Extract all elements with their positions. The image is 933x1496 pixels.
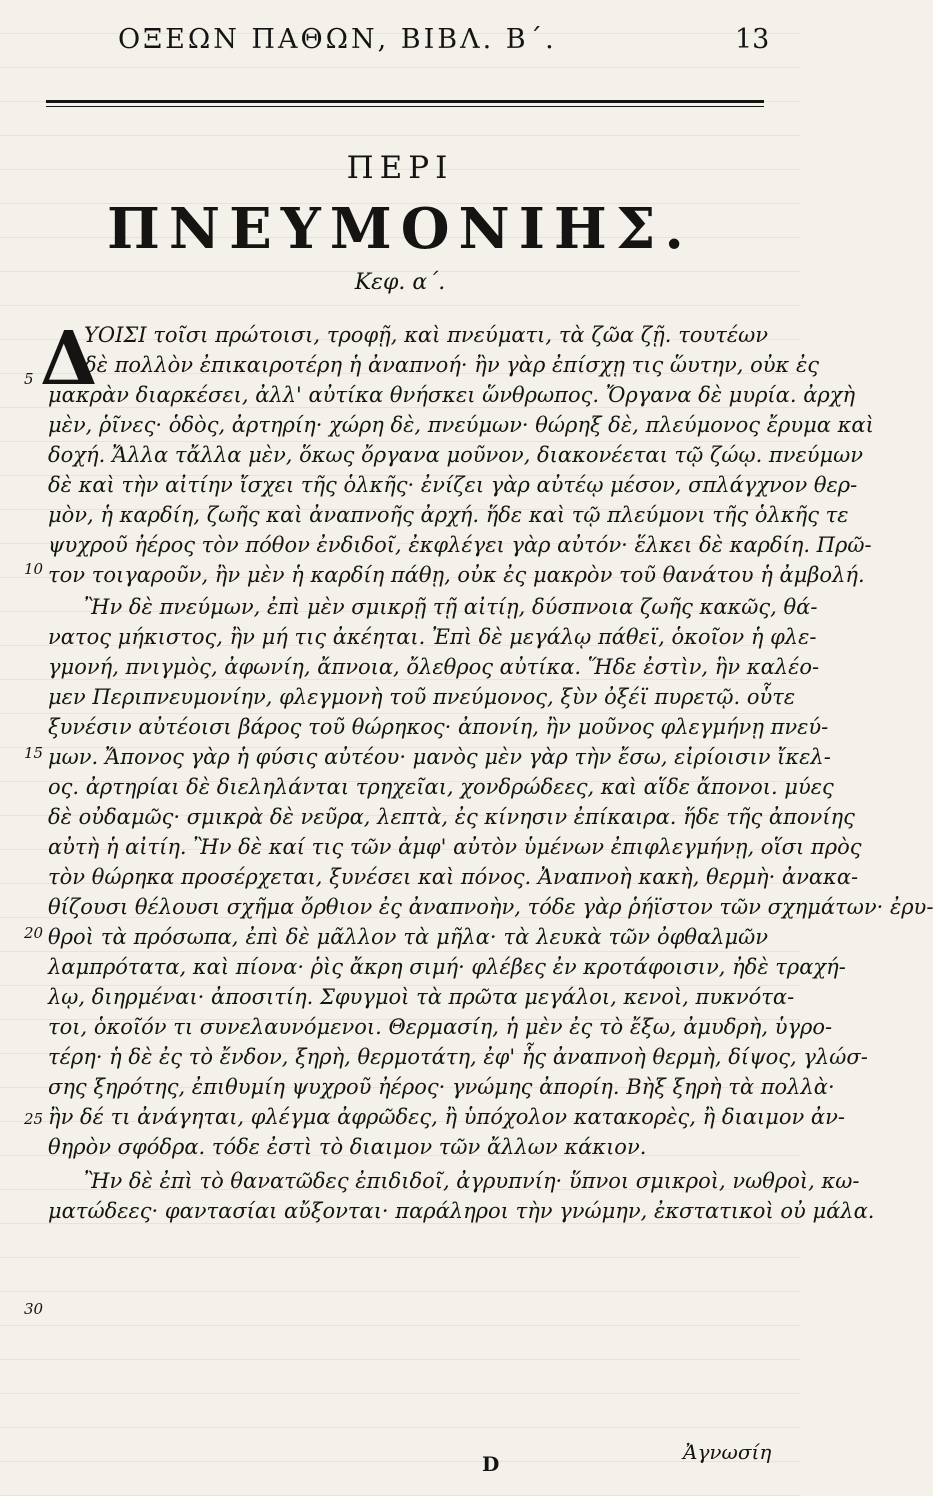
text-line: δὲ καὶ τὴν αἰτίην ἴσχει τῆς ὁλκῆς· ἐνίζει γὰρ αὐτέῳ μέσον, σπλάγχνον θερ-: [48, 473, 858, 497]
text-line: δὲ πολλὸν ἐπικαιροτέρη ἡ ἀναπνοή· ἢν γὰρ ἐπίσχῃ τις ὥυτην, οὐκ ἐς: [84, 353, 820, 377]
text-line: γμονή, πνιγμὸς, ἀφωνίη, ἄπνοια, ὄλεθρος αὐτίκα. Ἥδε ἐστὶν, ἣν καλέο-: [48, 655, 820, 679]
line-number: 25: [24, 1110, 44, 1128]
text-line: μων. Ἄπονος γὰρ ἡ φύσις αὐτέου· μανὸς μὲν γὰρ τὴν ἔσω, εἰρίοισιν ἴκελ-: [48, 745, 831, 769]
text-line: Ἢν δὲ πνεύμων, ἐπὶ μὲν σμικρῇ τῇ αἰτίῃ, δύσπνοια ζωῆς κακῶς, θά-: [84, 595, 818, 619]
text-line: ψυχροῦ ἠέρος τὸν πόθον ἐνδιδοῖ, ἐκφλέγει γὰρ αὐτόν· ἕλκει δὲ καρδίη. Πρῶ-: [48, 533, 872, 557]
text-line: ξυνέσιν αὐτέοισι βάρος τοῦ θώρηκος· ἀπονίη, ἢν μοῦνος φλεγμήνῃ πνεύ-: [48, 715, 829, 739]
drop-cap: Δ: [40, 316, 98, 402]
text-line: θηρὸν σφόδρα. τόδε ἐστὶ τὸ διαιμον τῶν ἄλλων κάκιον.: [48, 1135, 647, 1159]
text-line: θίζουσι θέλουσι σχῆμα ὄρθιον ἐς ἀναπνοὴν, τόδε γὰρ ῥήϊστον τῶν σχημάτων· ἐρυ-: [48, 895, 933, 919]
text-line: τοι, ὁκοῖόν τι συνελαυνόμενοι. Θερμασίη, ἡ μὲν ἐς τὸ ἔξω, ἀμυδρὴ, ὑγρο-: [48, 1015, 833, 1039]
text-line: ΥΟΙΣΙ τοῖσι πρώτοισι, τροφῇ, καὶ πνεύματι, τὰ ζῶα ζῇ. τουτέων: [84, 323, 768, 347]
text-line: ἢν δέ τι ἀνάγηται, φλέγμα ἀφρῶδες, ἢ ὑπόχολον κατακορὲς, ἢ διαιμον ἀν-: [48, 1105, 845, 1129]
line-number: 10: [24, 560, 44, 578]
text-line: λαμπρότατα, καὶ πίονα· ῥὶς ἄκρη σιμή· φλέβες ἐν κροτάφοισιν, ἠδὲ τραχή-: [48, 955, 846, 979]
text-line: δὲ οὐδαμῶς· σμικρὰ δὲ νεῦρα, λεπτὰ, ἐς κίνησιν ἐπίκαιρα. ἥδε τῆς ἀπονίης: [48, 805, 855, 829]
text-line: σης ξηρότης, ἐπιθυμίη ψυχροῦ ἠέρος· γνώμης ἀπορίη. Βὴξ ξηρὴ τὰ πολλὰ·: [48, 1075, 835, 1099]
section-title: ΠΝΕΥΜΟΝΙΗΣ.: [107, 196, 693, 262]
chapter-label: Κεφ. α΄.: [354, 270, 446, 295]
text-line: νατος μήκιστος, ἢν μή τις ἀκέηται. Ἐπὶ δὲ μεγάλῳ πάθεϊ, ὁκοῖον ἡ φλε-: [48, 625, 817, 649]
text-line: ματώδεες· φαντασίαι αὔξονται· παράληροι τὴν γνώμην, ἐκστατικοὶ οὐ μάλα.: [48, 1199, 875, 1223]
section-prefix: ΠΕΡΙ: [346, 150, 454, 186]
line-number: 30: [24, 1300, 44, 1318]
text-line: τέρη· ἡ δὲ ἐς τὸ ἔνδον, ξηρὴ, θερμοτάτη, ἐφ' ἧς ἀναπνοὴ θερμὴ, δίψος, γλώσ-: [48, 1045, 868, 1069]
line-number: 5: [24, 370, 34, 388]
line-number: 20: [24, 924, 44, 942]
text-line: μὲν, ῥῖνες· ὁδὸς, ἀρτηρίη· χώρη δὲ, πνεύμων· θώρηξ δὲ, πλεύμονος ἔρυμα καὶ: [48, 413, 874, 437]
signature-mark: D: [482, 1452, 500, 1476]
head-rule: [46, 100, 764, 103]
running-head-title: ΟΞΕΩΝ ΠΑΘΩΝ, ΒΙΒΛ. Β΄.: [118, 24, 557, 55]
text-line: τον τοιγαροῦν, ἢν μὲν ἡ καρδίη πάθῃ, οὐκ ἐς μακρὸν τοῦ θανάτου ἡ ἀμβολή.: [48, 563, 865, 587]
text-line: μὸν, ἡ καρδίη, ζωῆς καὶ ἀναπνοῆς ἀρχή. ἥδε καὶ τῷ πλεύμονι τῆς ὁλκῆς τε: [48, 503, 849, 527]
text-line: λῳ, διηρμέναι· ἀποσιτίη. Σφυγμοὶ τὰ πρῶτα μεγάλοι, κενοὶ, πυκνότα-: [48, 985, 795, 1009]
catchword: Ἀγνωσίη: [683, 1440, 772, 1464]
text-line: μακρὰν διαρκέσει, ἀλλ' αὐτίκα θνήσκει ὥνθρωπος. Ὄργανα δὲ μυρία. ἀρχὴ: [48, 383, 856, 407]
line-number: 15: [24, 744, 44, 762]
text-line: τὸν θώρηκα προσέρχεται, ξυνέσει καὶ πόνος. Ἀναπνοὴ κακὴ, θερμὴ· ἀνακα-: [48, 865, 859, 889]
text-line: Ἢν δὲ ἐπὶ τὸ θανατῶδες ἐπιδιδοῖ, ἀγρυπνίη· ὕπνοι σμικροὶ, νωθροὶ, κω-: [84, 1169, 860, 1193]
text-line: ος. ἀρτηρίαι δὲ διεληλάνται τρηχεῖαι, χονδρώδεες, καὶ αἵδε ἄπονοι. μύες: [48, 775, 834, 799]
text-line: θροὶ τὰ πρόσωπα, ἐπὶ δὲ μᾶλλον τὰ μῆλα· τὰ λευκὰ τῶν ὀφθαλμῶν: [48, 925, 768, 949]
text-line: δοχή. Ἄλλα τἄλλα μὲν, ὅκως ὄργανα μοῦνον, διακονέεται τῷ ζώῳ. πνεύμων: [48, 443, 864, 467]
text-line: μεν Περιπνευμονίην, φλεγμονὴ τοῦ πνεύμονος, ξὺν ὀξέϊ πυρετῷ. οὗτε: [48, 685, 796, 709]
text-line: αὐτὴ ἡ αἰτίη. Ἢν δὲ καί τις τῶν ἀμφ' αὐτὸν ὑμένων ἐπιφλεγμήνῃ, οἵσι πρὸς: [48, 835, 862, 859]
running-head: [0, 18, 800, 66]
page-number: 13: [735, 24, 770, 55]
head-rule-thin: [46, 106, 764, 107]
